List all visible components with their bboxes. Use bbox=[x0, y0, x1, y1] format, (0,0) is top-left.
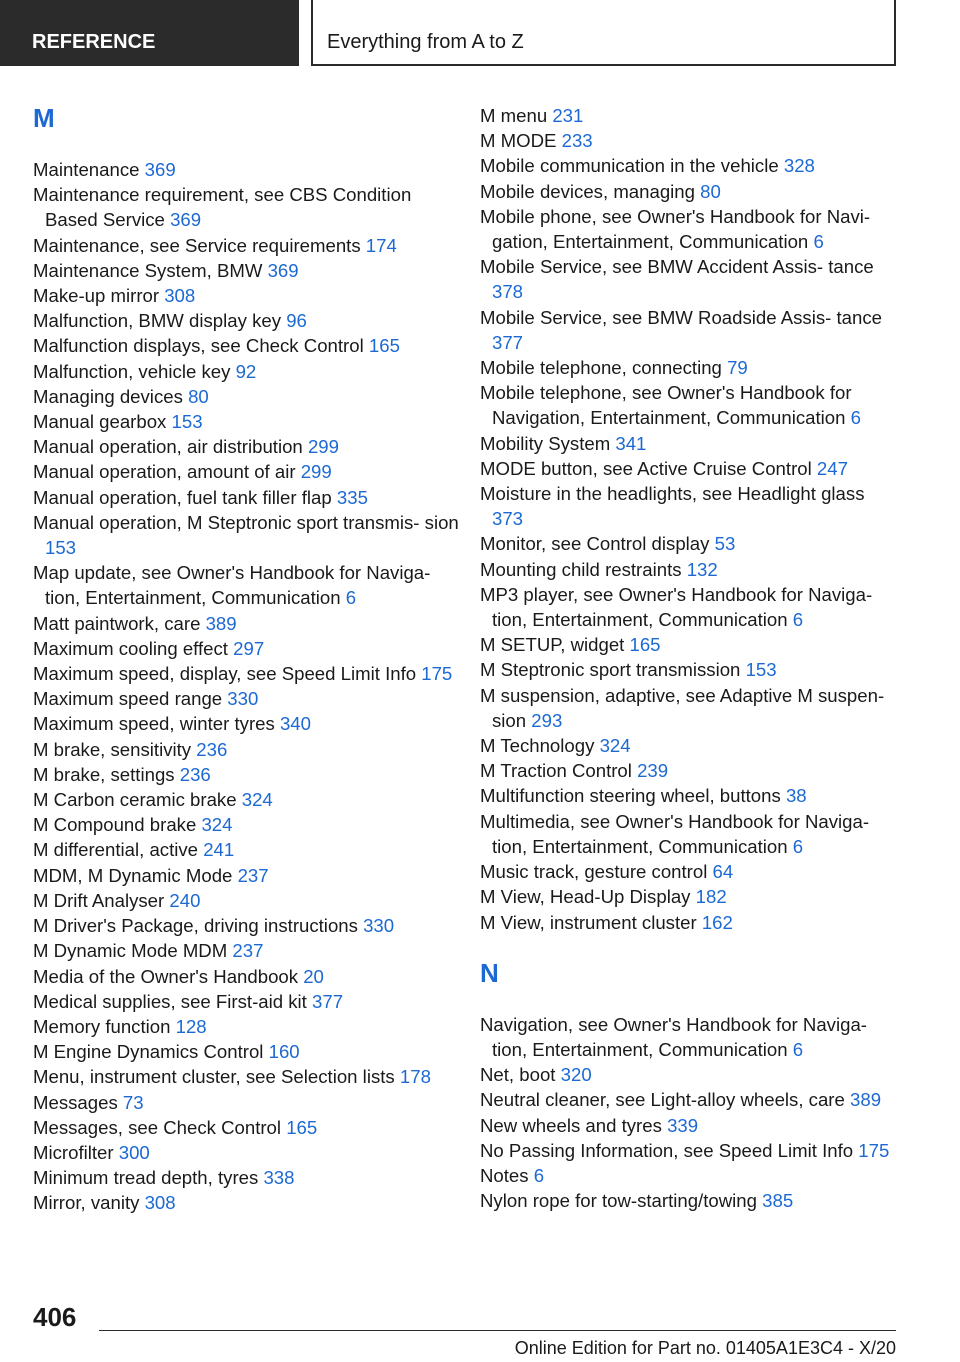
page-link[interactable]: 389 bbox=[850, 1089, 882, 1111]
index-entry bbox=[33, 1090, 463, 1115]
index-entry bbox=[480, 531, 900, 556]
page-link[interactable]: 165 bbox=[286, 1116, 318, 1138]
index-entry bbox=[480, 910, 900, 935]
entry-term: M Technology bbox=[480, 735, 595, 757]
page-link[interactable]: 20 bbox=[303, 965, 324, 987]
page-link[interactable]: 335 bbox=[336, 486, 368, 508]
page-link[interactable]: 73 bbox=[122, 1091, 144, 1113]
entry-term: Maximum speed range bbox=[33, 688, 223, 710]
index-entry bbox=[33, 686, 463, 711]
index-entry bbox=[33, 283, 463, 308]
index-entry bbox=[480, 179, 900, 204]
page-link[interactable]: 324 bbox=[599, 735, 631, 757]
index-entry bbox=[33, 233, 463, 258]
entry-term: M suspension, adaptive, see Adaptive M suspen- sion bbox=[480, 684, 885, 731]
page-link[interactable]: 6 bbox=[533, 1164, 545, 1186]
page-link[interactable]: 96 bbox=[286, 310, 307, 332]
page-link[interactable]: 320 bbox=[560, 1064, 592, 1086]
page-link[interactable]: 237 bbox=[237, 864, 269, 886]
index-entry bbox=[33, 409, 463, 434]
index-entry bbox=[480, 103, 900, 128]
page-link[interactable]: 369 bbox=[144, 159, 176, 180]
entry-term: Minimum tread depth, tyres bbox=[33, 1167, 259, 1189]
entry-term: Maintenance System, BMW bbox=[33, 259, 263, 281]
entry-term: Mobile telephone, connecting bbox=[480, 357, 722, 379]
page-link[interactable]: 378 bbox=[492, 281, 524, 303]
entry-term: Mobile Service, see BMW Roadside Assis- tance bbox=[480, 306, 882, 328]
index-entry bbox=[480, 431, 900, 456]
index-entry bbox=[33, 863, 463, 888]
index-entry bbox=[480, 582, 900, 632]
page-link[interactable]: 64 bbox=[712, 861, 734, 883]
page-link[interactable]: 153 bbox=[171, 411, 203, 433]
page-link[interactable]: 369 bbox=[267, 259, 299, 281]
page-link[interactable]: 373 bbox=[492, 508, 524, 530]
entry-term: Manual operation, fuel tank filler flap bbox=[33, 486, 332, 508]
entry-term: MODE button, see Active Cruise Control bbox=[480, 457, 812, 479]
page-link[interactable]: 160 bbox=[268, 1041, 300, 1063]
index-entry bbox=[33, 661, 463, 686]
page-link[interactable]: 308 bbox=[144, 1192, 176, 1214]
index-entry bbox=[33, 989, 463, 1014]
index-entry bbox=[33, 812, 463, 837]
page-number: 406 bbox=[33, 1302, 77, 1332]
entry-term: Managing devices bbox=[33, 385, 183, 407]
index-entry bbox=[480, 1138, 900, 1163]
entry-term: Multimedia, see Owner's Handbook for Naviga- tion, Entertainment, Communication bbox=[480, 810, 870, 857]
page-link[interactable]: 6 bbox=[792, 1038, 804, 1060]
entry-term: Microfilter bbox=[33, 1141, 114, 1163]
page-link[interactable]: 299 bbox=[300, 461, 332, 483]
entry-term: Mirror, vanity bbox=[33, 1192, 140, 1214]
page-link[interactable]: 174 bbox=[365, 234, 397, 256]
index-entry bbox=[480, 758, 900, 783]
page-link[interactable]: 182 bbox=[695, 886, 727, 908]
index-entry bbox=[33, 459, 463, 484]
footer-divider bbox=[99, 1330, 896, 1331]
index-entry bbox=[33, 1115, 463, 1140]
page-link[interactable]: 299 bbox=[307, 436, 339, 458]
entry-term: Maintenance requirement, see CBS Condition Based Service bbox=[33, 184, 412, 231]
page-link[interactable]: 132 bbox=[686, 558, 718, 580]
entry-term: Notes bbox=[480, 1164, 529, 1186]
entry-term: Mounting child restraints bbox=[480, 558, 682, 580]
entry-term: Mobility System bbox=[480, 432, 611, 454]
page-link[interactable]: 80 bbox=[188, 385, 209, 407]
index-entry bbox=[33, 938, 463, 963]
entry-term: Mobile devices, managing bbox=[480, 180, 695, 202]
index-entry bbox=[480, 1062, 900, 1087]
page-link[interactable]: 377 bbox=[492, 331, 524, 353]
index-column-right bbox=[480, 103, 900, 1213]
entry-term: Manual operation, M Steptronic sport transmis- sion bbox=[33, 511, 459, 533]
entry-term: M Carbon ceramic brake bbox=[33, 789, 237, 811]
entry-term: Nylon rope for tow-starting/towing bbox=[480, 1190, 757, 1212]
index-entry bbox=[33, 837, 463, 862]
entry-term: M differential, active bbox=[33, 839, 199, 861]
entry-term: M Steptronic sport transmission bbox=[480, 659, 741, 681]
index-entry bbox=[33, 510, 463, 560]
index-entry bbox=[480, 254, 900, 304]
index-entry bbox=[33, 964, 463, 989]
page-link[interactable]: 231 bbox=[552, 105, 584, 126]
entry-term: M View, instrument cluster bbox=[480, 911, 697, 933]
page-link[interactable]: 6 bbox=[792, 609, 804, 631]
entry-term: Maintenance bbox=[33, 159, 140, 180]
page-link[interactable]: 389 bbox=[205, 612, 237, 634]
entry-term: M Dynamic Mode MDM bbox=[33, 940, 228, 962]
entry-term: Maintenance, see Service requirements bbox=[33, 234, 361, 256]
index-entry bbox=[480, 1163, 900, 1188]
page-link[interactable]: 369 bbox=[170, 209, 202, 231]
page-link[interactable]: 239 bbox=[637, 760, 669, 782]
entry-term: Malfunction, BMW display key bbox=[33, 310, 282, 332]
entry-term: M menu bbox=[480, 105, 548, 126]
entry-term: Make-up mirror bbox=[33, 285, 160, 307]
index-entry bbox=[33, 737, 463, 762]
entry-term: Messages bbox=[33, 1091, 118, 1113]
index-entry bbox=[480, 305, 900, 355]
index-entry bbox=[33, 258, 463, 283]
page-link[interactable]: 233 bbox=[561, 130, 593, 152]
entry-term: Manual operation, amount of air bbox=[33, 461, 296, 483]
index-entry bbox=[33, 1039, 463, 1064]
page-link[interactable]: 300 bbox=[118, 1141, 150, 1163]
index-entry bbox=[33, 308, 463, 333]
page-link[interactable]: 53 bbox=[714, 533, 736, 555]
entry-term: Navigation, see Owner's Handbook for Naviga- tion, Entertainment, Communication bbox=[480, 1013, 867, 1060]
page-link[interactable]: 6 bbox=[792, 835, 804, 857]
page-link[interactable]: 178 bbox=[399, 1066, 431, 1088]
index-entry bbox=[480, 128, 900, 153]
index-entry bbox=[33, 611, 463, 636]
index-entry bbox=[33, 711, 463, 736]
entry-term: Maximum cooling effect bbox=[33, 637, 228, 659]
index-entry bbox=[33, 485, 463, 510]
page-link[interactable]: 162 bbox=[701, 911, 733, 933]
index-entry bbox=[480, 557, 900, 582]
index-entry bbox=[33, 913, 463, 938]
page-link[interactable]: 38 bbox=[785, 785, 807, 807]
entry-term: Maximum speed, winter tyres bbox=[33, 713, 275, 735]
index-column-left bbox=[33, 103, 463, 1216]
entry-term: Map update, see Owner's Handbook for Naviga- tion, Entertainment, Communication bbox=[33, 562, 431, 609]
index-entry bbox=[33, 384, 463, 409]
index-entry bbox=[33, 359, 463, 384]
index-entry bbox=[33, 762, 463, 787]
index-entry bbox=[33, 182, 463, 232]
entry-term: Media of the Owner's Handbook bbox=[33, 965, 299, 987]
page-link[interactable]: 6 bbox=[813, 231, 824, 253]
entry-term: Monitor, see Control display bbox=[480, 533, 710, 555]
page-header bbox=[0, 0, 960, 66]
entry-term: Matt paintwork, care bbox=[33, 612, 201, 634]
index-entry bbox=[33, 333, 463, 358]
index-entry bbox=[33, 636, 463, 661]
edition-note: Online Edition for Part no. 01405A1E3C4 - X/20 bbox=[514, 1338, 896, 1358]
index-entry bbox=[480, 380, 900, 430]
index-entry bbox=[33, 1064, 463, 1089]
entry-term: Net, boot bbox=[480, 1064, 556, 1086]
page-link[interactable]: 6 bbox=[850, 407, 861, 429]
entry-term: Neutral cleaner, see Light-alloy wheels, care bbox=[480, 1089, 845, 1111]
index-entry bbox=[33, 157, 463, 182]
page-link[interactable]: 297 bbox=[233, 637, 265, 659]
entry-term: M SETUP, widget bbox=[480, 634, 625, 656]
entry-term: M brake, settings bbox=[33, 763, 175, 785]
index-entry bbox=[33, 888, 463, 913]
entry-term: Music track, gesture control bbox=[480, 861, 708, 883]
page-link[interactable]: 338 bbox=[263, 1167, 295, 1189]
page-link[interactable]: 330 bbox=[227, 688, 259, 710]
index-entry bbox=[480, 481, 900, 531]
entry-term: M Driver's Package, driving instructions bbox=[33, 915, 358, 937]
page-link[interactable]: 92 bbox=[235, 360, 257, 382]
page-link[interactable]: 324 bbox=[201, 814, 233, 836]
index-entry bbox=[480, 1188, 900, 1213]
index-entry bbox=[480, 153, 900, 178]
entry-term: M Drift Analyser bbox=[33, 889, 165, 911]
index-entry bbox=[480, 632, 900, 657]
entry-term: Multifunction steering wheel, buttons bbox=[480, 785, 781, 807]
page-link[interactable]: 241 bbox=[203, 839, 235, 861]
index-entry bbox=[480, 1012, 900, 1062]
entry-term: New wheels and tyres bbox=[480, 1114, 662, 1136]
entry-term: M View, Head-Up Display bbox=[480, 886, 691, 908]
index-entry-list bbox=[480, 1012, 900, 1214]
entry-term: M brake, sensitivity bbox=[33, 738, 192, 760]
page-link[interactable]: 237 bbox=[232, 940, 264, 962]
entry-term: Mobile phone, see Owner's Handbook for Navi- gation, Entertainment, Communication bbox=[480, 205, 871, 253]
index-entry-list bbox=[33, 157, 463, 1216]
page-link[interactable]: 165 bbox=[368, 335, 400, 357]
index-entry bbox=[480, 783, 900, 808]
section-letter-n: N bbox=[480, 957, 499, 988]
page-link[interactable]: 385 bbox=[762, 1190, 794, 1212]
entry-term: MP3 player, see Owner's Handbook for Naviga- tion, Entertainment, Communication bbox=[480, 583, 873, 631]
entry-term: Mobile communication in the vehicle bbox=[480, 155, 779, 177]
page-link[interactable]: 6 bbox=[345, 587, 357, 609]
entry-term: Memory function bbox=[33, 1015, 171, 1037]
index-entry bbox=[480, 657, 900, 682]
entry-term: Mobile telephone, see Owner's Handbook for Navigation, Entertainment, Communication bbox=[480, 382, 852, 429]
index-entry-list bbox=[480, 103, 900, 935]
index-entry bbox=[480, 859, 900, 884]
page-link[interactable]: 153 bbox=[45, 537, 77, 559]
page-link[interactable]: 236 bbox=[196, 738, 228, 760]
entry-term: Medical supplies, see First-aid kit bbox=[33, 990, 307, 1012]
index-entry bbox=[480, 1087, 900, 1112]
entry-term: Malfunction, vehicle key bbox=[33, 360, 231, 382]
entry-term: No Passing Information, see Speed Limit Info bbox=[480, 1139, 854, 1161]
page-link[interactable]: 328 bbox=[783, 155, 815, 177]
index-entry bbox=[33, 434, 463, 459]
entry-term: Manual operation, air distribution bbox=[33, 436, 303, 458]
entry-term: Messages, see Check Control bbox=[33, 1116, 282, 1138]
entry-term: M Engine Dynamics Control bbox=[33, 1041, 264, 1063]
index-entry bbox=[480, 884, 900, 909]
page-link[interactable]: 247 bbox=[816, 457, 848, 479]
entry-term: Manual gearbox bbox=[33, 411, 167, 433]
entry-term: Menu, instrument cluster, see Selection lists bbox=[33, 1066, 395, 1088]
page-link[interactable]: 236 bbox=[179, 763, 211, 785]
entry-term: Malfunction displays, see Check Control bbox=[33, 335, 364, 357]
page-link[interactable]: 330 bbox=[363, 915, 395, 937]
index-entry bbox=[33, 560, 463, 610]
page-link[interactable]: 240 bbox=[169, 889, 201, 911]
section-letter-m: M bbox=[33, 103, 55, 133]
chapter-title: Everything from A to Z bbox=[311, 0, 896, 66]
page-link[interactable]: 79 bbox=[727, 357, 748, 379]
entry-term: MDM, M Dynamic Mode bbox=[33, 864, 233, 886]
page-link[interactable]: 308 bbox=[164, 285, 196, 307]
index-entry bbox=[33, 787, 463, 812]
entry-term: M Traction Control bbox=[480, 760, 632, 782]
index-entry bbox=[33, 1165, 463, 1190]
page-link[interactable]: 80 bbox=[700, 180, 721, 202]
index-entry bbox=[480, 1113, 900, 1138]
page-link[interactable]: 377 bbox=[312, 990, 344, 1012]
index-entry bbox=[480, 733, 900, 758]
index-entry bbox=[33, 1014, 463, 1039]
section-tab: REFERENCE bbox=[0, 0, 299, 66]
index-entry bbox=[480, 809, 900, 859]
index-entry bbox=[480, 456, 900, 481]
page-link[interactable]: 175 bbox=[421, 663, 453, 685]
index-entry bbox=[33, 1190, 463, 1215]
index-entry bbox=[480, 204, 900, 254]
index-entry bbox=[480, 683, 900, 733]
page-link[interactable]: 324 bbox=[241, 789, 273, 811]
page-link[interactable]: 165 bbox=[629, 634, 661, 656]
entry-term: Moisture in the headlights, see Headlight glass bbox=[480, 483, 865, 505]
entry-term: M Compound brake bbox=[33, 814, 197, 836]
page-link[interactable]: 341 bbox=[615, 432, 647, 454]
page-link[interactable]: 153 bbox=[745, 659, 777, 681]
page-link[interactable]: 128 bbox=[175, 1015, 207, 1037]
index-entry bbox=[33, 1140, 463, 1165]
entry-term: Maximum speed, display, see Speed Limit Info bbox=[33, 663, 417, 685]
entry-term: M MODE bbox=[480, 130, 557, 152]
page-link[interactable]: 340 bbox=[279, 713, 311, 735]
page-link[interactable]: 339 bbox=[667, 1114, 699, 1136]
page-link[interactable]: 175 bbox=[858, 1139, 890, 1161]
entry-term: Mobile Service, see BMW Accident Assis- tance bbox=[480, 256, 874, 278]
index-entry bbox=[480, 355, 900, 380]
page-link[interactable]: 293 bbox=[531, 709, 563, 731]
